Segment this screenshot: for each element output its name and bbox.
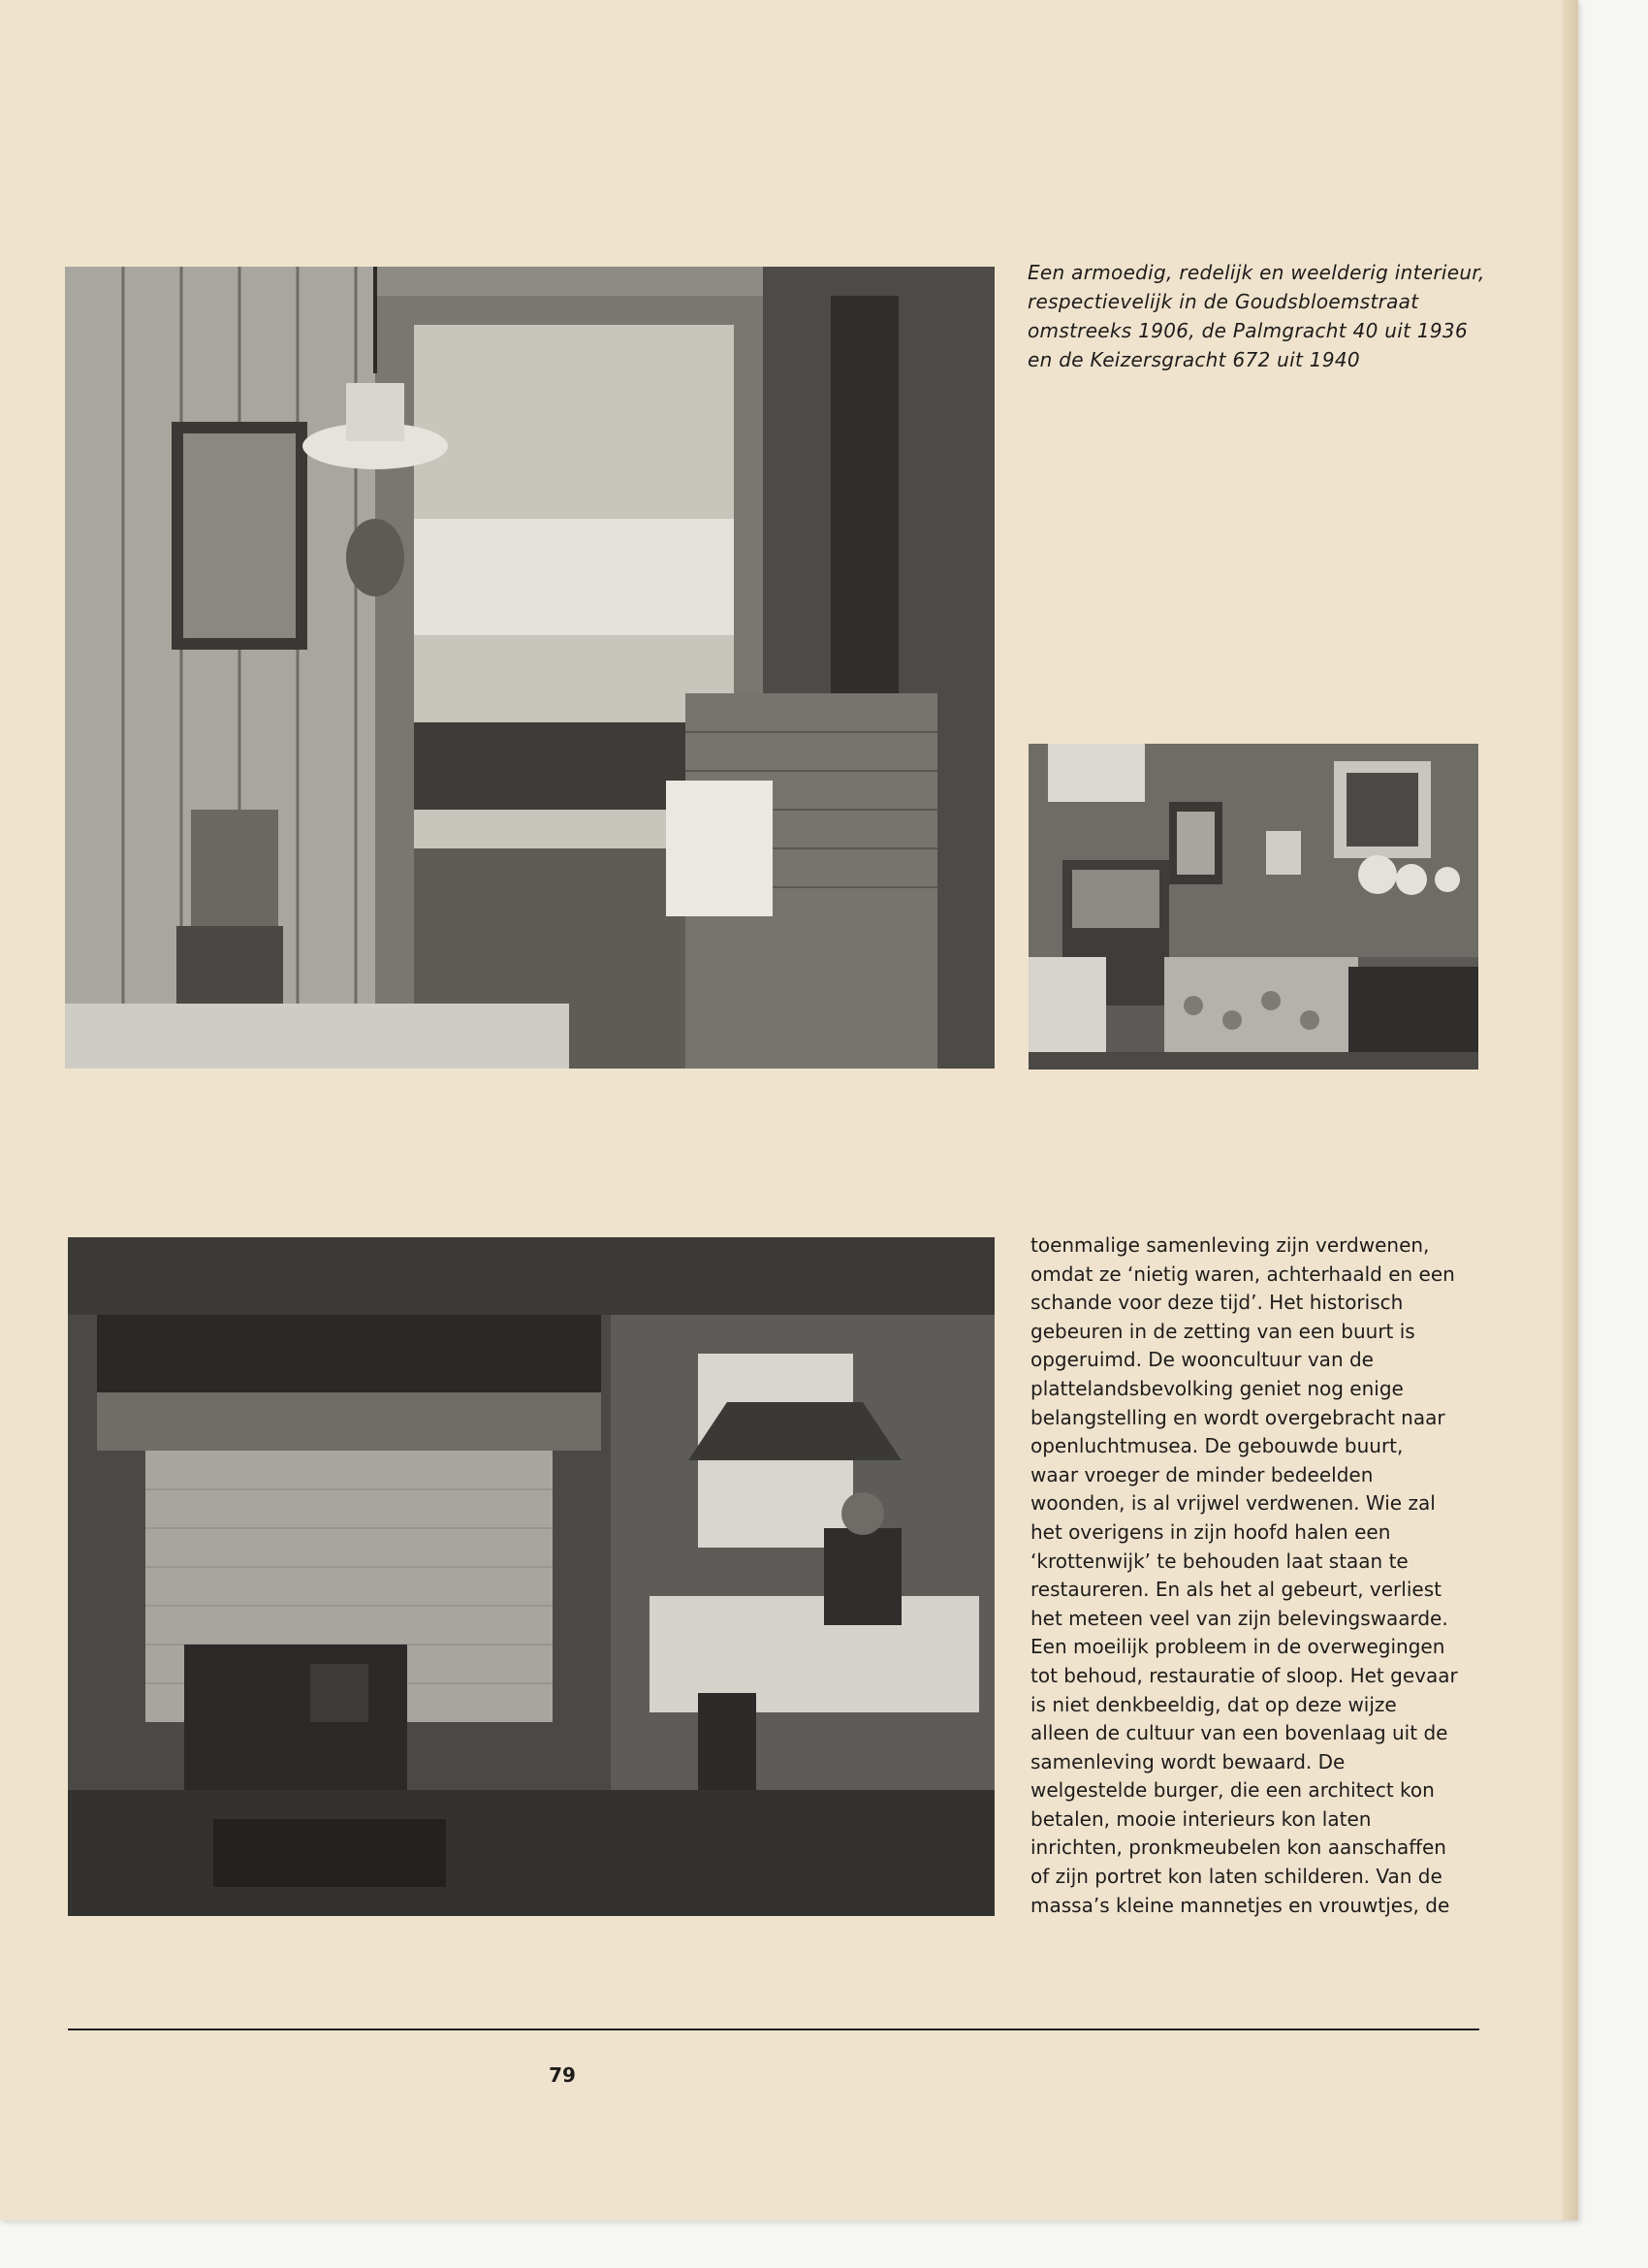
photo-poor-interior <box>65 267 995 1069</box>
page-edge <box>1563 0 1578 2220</box>
body-line: toenmalige samenleving zijn verdwenen, <box>1030 1233 1430 1257</box>
body-line: tot behoud, restauratie of sloop. Het gevaar <box>1030 1663 1458 1687</box>
body-line: ‘krottenwijk’ te behouden laat staan te <box>1030 1549 1409 1573</box>
body-line: schande voor deze tijd’. Het historisch <box>1030 1291 1404 1315</box>
body-line: restaureren. En als het al gebeurt, verliest <box>1030 1578 1442 1602</box>
photo-caption <box>1028 258 1512 374</box>
body-line: massa’s kleine mannetjes en vrouwtjes, de <box>1030 1893 1450 1917</box>
page-number: 79 <box>549 2063 576 2087</box>
photo-kitchen-interior <box>68 1237 995 1916</box>
body-line: het overigens in zijn hoofd halen een <box>1030 1519 1391 1544</box>
caption-line: Een armoedig, redelijk en weelderig interieur, <box>1028 261 1485 284</box>
body-line: alleen de cultuur van een bovenlaag uit de <box>1030 1721 1448 1745</box>
body-line: welgestelde burger, die een architect kon <box>1030 1778 1435 1803</box>
body-line: opgeruimd. De wooncultuur van de <box>1030 1348 1374 1372</box>
body-line: omdat ze ‘nietig waren, achterhaald en een <box>1030 1262 1455 1286</box>
body-line: plattelandsbevolking geniet nog enige <box>1030 1376 1404 1400</box>
body-line: of zijn portret kon laten schilderen. Van de <box>1030 1865 1442 1889</box>
caption-line: en de Keizersgracht 672 uit 1940 <box>1028 348 1360 371</box>
body-line: openluchtmusea. De gebouwde buurt, <box>1030 1434 1404 1458</box>
body-line: woonden, is al vrijwel verdwenen. Wie zal <box>1030 1491 1436 1516</box>
body-line: Een moeilijk probleem in de overwegingen <box>1030 1635 1445 1659</box>
body-line: betalen, mooie interieurs kon laten <box>1030 1806 1372 1831</box>
caption-line: respectievelijk in de Goudsbloemstraat <box>1028 290 1419 313</box>
body-line: samenleving wordt bewaard. De <box>1030 1749 1346 1773</box>
body-line: inrichten, pronkmeubelen kon aanschaffen <box>1030 1836 1446 1860</box>
body-line: gebeuren in de zetting van een buurt is <box>1030 1319 1415 1343</box>
body-line: waar vroeger de minder bedeelden <box>1030 1462 1374 1486</box>
body-text-column <box>1030 1231 1476 1920</box>
footer-rule <box>68 2028 1479 2030</box>
body-line: belangstelling en wordt overgebracht naar <box>1030 1405 1445 1429</box>
photo-parlour-interior <box>1029 744 1478 1070</box>
body-line: het meteen veel van zijn belevingswaarde. <box>1030 1606 1448 1630</box>
caption-line: omstreeks 1906, de Palmgracht 40 uit 1936 <box>1028 319 1468 342</box>
body-line: is niet denkbeeldig, dat op deze wijze <box>1030 1692 1397 1716</box>
